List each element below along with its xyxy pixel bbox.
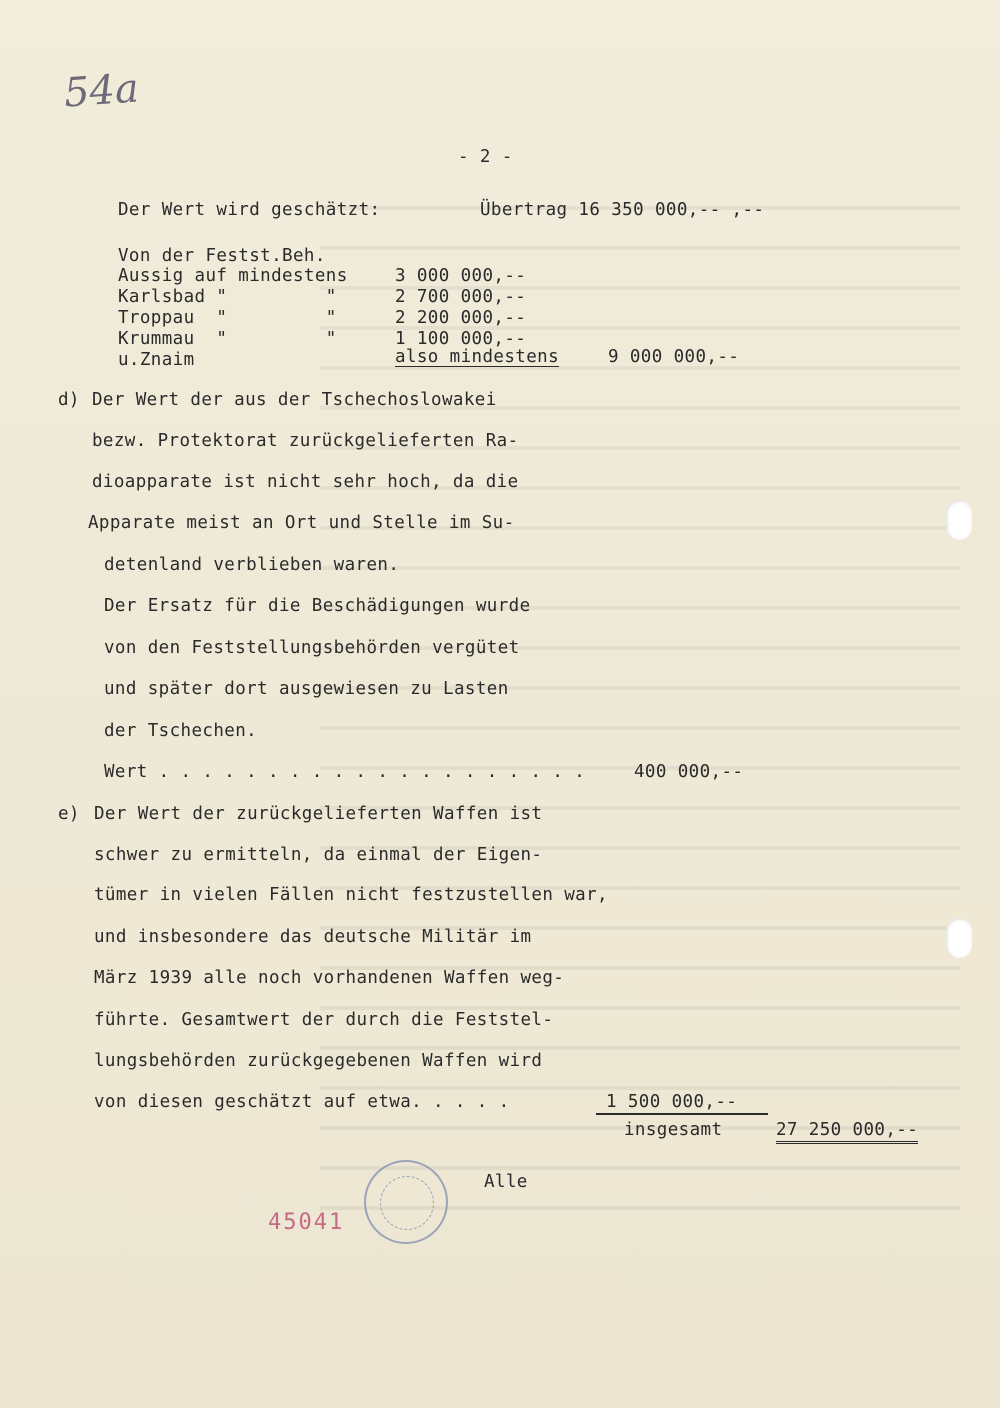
section-e-marker: e) bbox=[58, 804, 80, 824]
table-total-label: also mindestens bbox=[395, 347, 560, 367]
table-row-amount: 2 200 000,-- bbox=[395, 308, 527, 328]
section-e-line: lungsbehörden zurückgegebenen Waffen wird bbox=[94, 1051, 543, 1071]
section-e-line: schwer zu ermitteln, da einmal der Eigen- bbox=[94, 845, 543, 865]
section-d-marker: d) bbox=[58, 390, 80, 410]
grand-total-amount: 27 250 000,-- bbox=[776, 1120, 918, 1144]
punch-hole bbox=[946, 918, 972, 958]
section-d-line: Der Ersatz für die Beschädigungen wurde bbox=[104, 596, 531, 616]
table-row-amount: 3 000 000,-- bbox=[395, 266, 527, 286]
table-row-place: Troppau " " bbox=[118, 308, 337, 328]
punch-hole bbox=[946, 500, 972, 540]
table-row-amount: 1 100 000,-- bbox=[395, 329, 527, 349]
footer-catchword: Alle bbox=[484, 1172, 528, 1192]
section-e-line: Der Wert der zurückgelieferten Waffen ist bbox=[94, 804, 543, 824]
section-e-line: März 1939 alle noch vorhandenen Waffen weg- bbox=[94, 968, 565, 988]
section-d-value-label: Wert . . . . . . . . . . . . . . . . . . . . bbox=[104, 762, 586, 782]
section-d-line: Der Wert der aus der Tschechoslowakei bbox=[92, 390, 497, 410]
section-e-value-amount: 1 500 000,-- bbox=[606, 1092, 738, 1112]
table-total-amount: 9 000 000,-- bbox=[608, 347, 740, 367]
table-row-amount: 2 700 000,-- bbox=[395, 287, 527, 307]
section-d-value-amount: 400 000,-- bbox=[634, 762, 744, 782]
table-row-place: Krummau " " bbox=[118, 329, 337, 349]
inventory-stamp-number: 45041 bbox=[268, 1210, 345, 1235]
section-d-line: bezw. Protektorat zurückgelieferten Ra- bbox=[92, 431, 519, 451]
section-e-line: von diesen geschätzt auf etwa. . . . . bbox=[94, 1092, 510, 1112]
table-row-place: Karlsbad " " bbox=[118, 287, 337, 307]
table-intro: Von der Festst.Beh. bbox=[118, 246, 326, 266]
grand-total-label: insgesamt bbox=[624, 1120, 723, 1140]
section-d-line: detenland verblieben waren. bbox=[104, 555, 400, 575]
section-e-line: und insbesondere das deutsche Militär im bbox=[94, 927, 532, 947]
handwritten-folio-number: 54a bbox=[62, 65, 141, 117]
section-e-line: tümer in vielen Fällen nicht festzustellen war, bbox=[94, 885, 608, 905]
table-row-place: Aussig auf mindestens bbox=[118, 266, 348, 286]
section-d-line: der Tschechen. bbox=[104, 721, 258, 741]
carry-over-amount: Übertrag 16 350 000,-- ,-- bbox=[480, 200, 765, 220]
section-e-line: führte. Gesamtwert der durch die Feststel- bbox=[94, 1010, 554, 1030]
table-row-place: u.Znaim bbox=[118, 350, 195, 370]
section-d-line: dioapparate ist nicht sehr hoch, da die bbox=[92, 472, 519, 492]
section-d-line: und später dort ausgewiesen zu Lasten bbox=[104, 679, 509, 699]
section-d-line: von den Feststellungsbehörden vergütet bbox=[104, 638, 520, 658]
subtotal-rule bbox=[596, 1113, 768, 1115]
round-seal-stamp bbox=[364, 1160, 448, 1244]
page-number: - 2 - bbox=[458, 147, 513, 167]
estimate-label: Der Wert wird geschätzt: bbox=[118, 200, 381, 220]
section-d-line: Apparate meist an Ort und Stelle im Su- bbox=[88, 513, 515, 533]
